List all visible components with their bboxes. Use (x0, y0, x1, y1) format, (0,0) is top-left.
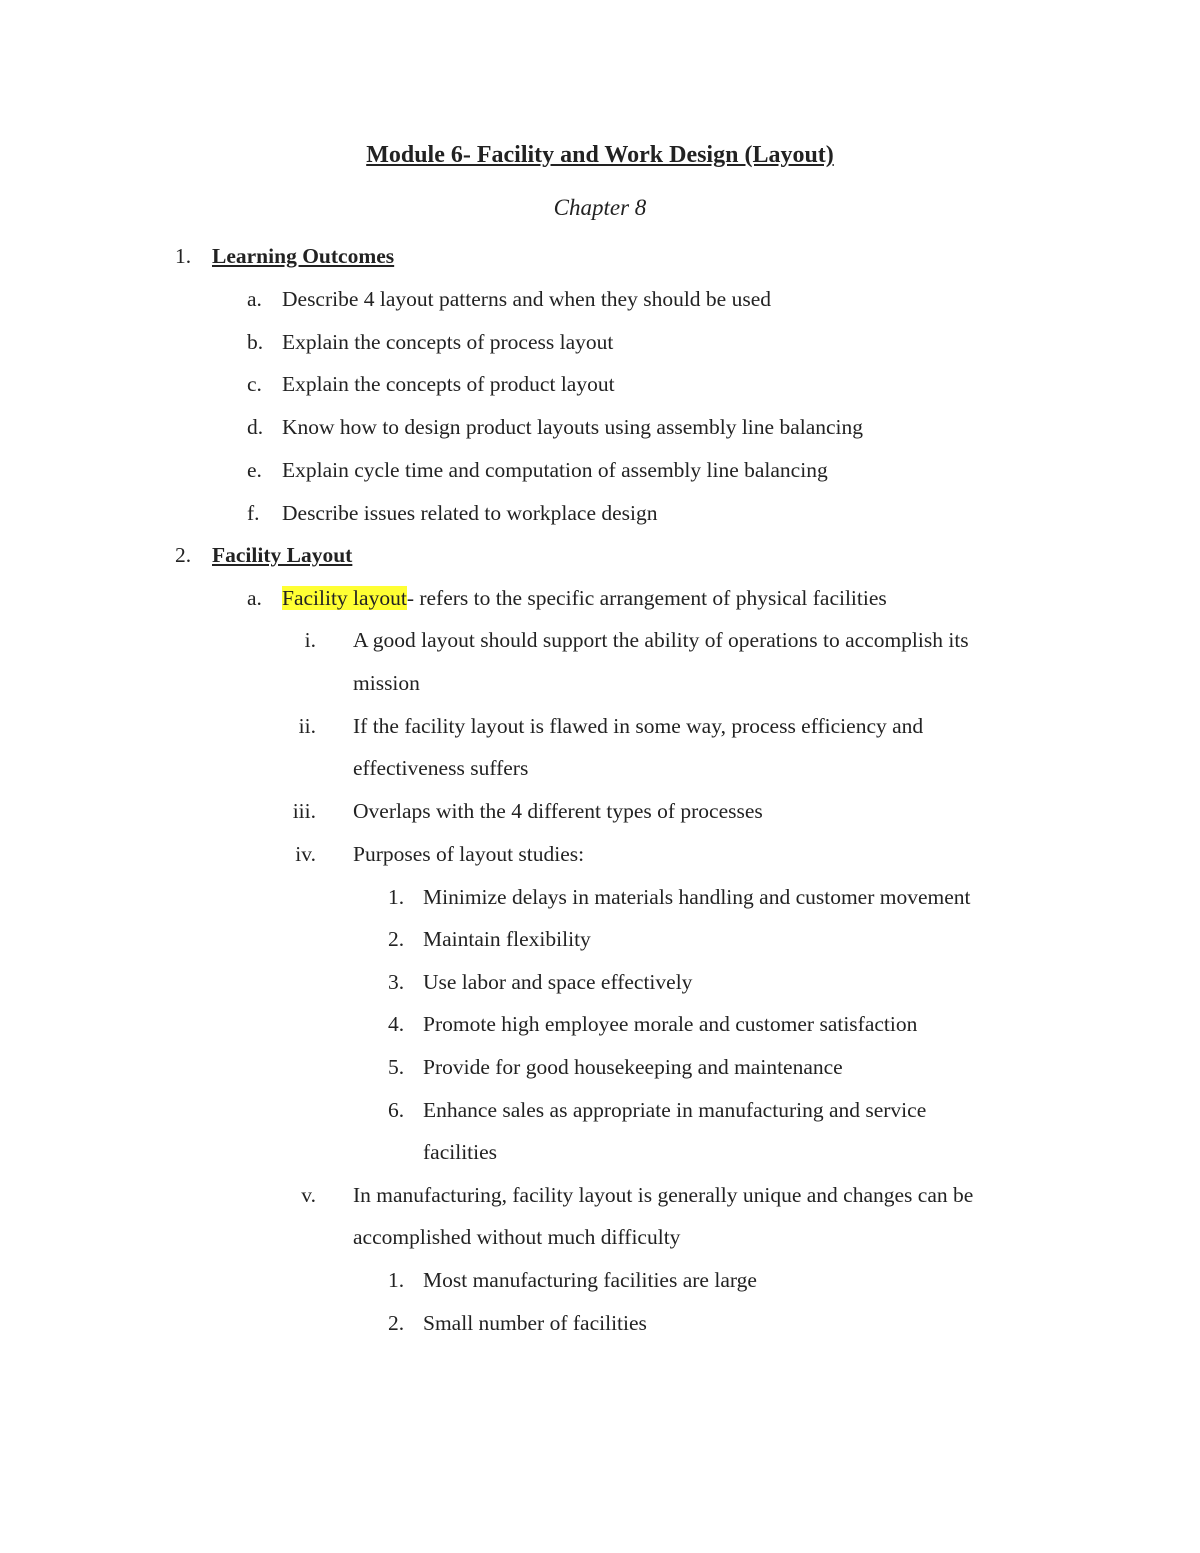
list-item (0, 839, 1200, 869)
list-text: Most manufacturing facilities are large (423, 1268, 757, 1292)
number-marker: 3. (388, 970, 405, 994)
list-text: accomplished without much difficulty (353, 1225, 681, 1249)
section-number: 2. (175, 543, 192, 567)
section-heading: Facility Layout (212, 543, 353, 567)
list-text: Maintain flexibility (423, 927, 591, 951)
list-text: Promote high employee morale and customer satisfaction (423, 1012, 918, 1036)
roman-marker: ii. (298, 714, 316, 738)
definition-body: - refers to the specific arrangement of physical facilities (406, 586, 887, 610)
definition-text (282, 583, 887, 613)
list-text: Use labor and space effectively (423, 970, 693, 994)
number-marker: 1. (388, 1268, 405, 1292)
list-item (0, 498, 1200, 528)
list-text: Provide for good housekeeping and maintenance (423, 1055, 843, 1079)
list-marker: b. (247, 330, 264, 354)
list-text: Describe issues related to workplace design (282, 501, 658, 525)
list-text: Purposes of layout studies: (353, 842, 585, 866)
list-text: facilities (423, 1140, 498, 1164)
list-item (0, 284, 1200, 314)
number-marker: 6. (388, 1098, 405, 1122)
list-text: Minimize delays in materials handling and customer movement (423, 885, 971, 909)
list-item (0, 625, 1200, 655)
list-item (0, 711, 1200, 741)
list-marker: f. (247, 501, 260, 525)
section-heading-row (0, 241, 1200, 271)
list-text: Know how to design product layouts using assembly line balancing (282, 415, 864, 439)
list-item (0, 583, 1200, 613)
list-text: Explain the concepts of process layout (282, 330, 614, 354)
list-item (0, 1265, 1200, 1295)
list-item (0, 1095, 1200, 1125)
list-text: In manufacturing, facility layout is generally unique and changes can be (353, 1183, 974, 1207)
roman-marker: iii. (292, 799, 316, 823)
list-item (0, 882, 1200, 912)
section-heading: Learning Outcomes (212, 244, 395, 268)
roman-marker: i. (304, 628, 316, 652)
number-marker: 2. (388, 1311, 405, 1335)
list-marker: a. (247, 586, 262, 610)
list-item (0, 1009, 1200, 1039)
list-marker: d. (247, 415, 264, 439)
list-marker: a. (247, 287, 262, 311)
roman-marker: v. (301, 1183, 316, 1207)
list-marker: c. (247, 372, 262, 396)
list-text: If the facility layout is flawed in some way, process efficiency and (353, 714, 924, 738)
highlighted-term: Facility layout (282, 586, 407, 610)
list-text-continuation (0, 668, 1200, 698)
list-item (0, 924, 1200, 954)
list-text: Enhance sales as appropriate in manufacturing and service (423, 1098, 927, 1122)
section-number: 1. (175, 244, 192, 268)
list-item (0, 369, 1200, 399)
list-text: Explain cycle time and computation of assembly line balancing (282, 458, 828, 482)
list-item (0, 327, 1200, 357)
list-item (0, 1180, 1200, 1210)
list-text-continuation (0, 753, 1200, 783)
list-text: Explain the concepts of product layout (282, 372, 615, 396)
section-heading-row (0, 540, 1200, 570)
list-text: Describe 4 layout patterns and when they should be used (282, 287, 771, 311)
list-text: Small number of facilities (423, 1311, 647, 1335)
list-item (0, 1308, 1200, 1338)
number-marker: 2. (388, 927, 405, 951)
list-item (0, 967, 1200, 997)
list-item (0, 1052, 1200, 1082)
list-marker: e. (247, 458, 262, 482)
list-text: Overlaps with the 4 different types of processes (353, 799, 763, 823)
list-item (0, 412, 1200, 442)
number-marker: 4. (388, 1012, 405, 1036)
roman-marker: iv. (295, 842, 316, 866)
list-text-continuation (0, 1137, 1200, 1167)
number-marker: 5. (388, 1055, 405, 1079)
list-text: effectiveness suffers (353, 756, 529, 780)
list-item (0, 796, 1200, 826)
list-text: A good layout should support the ability of operations to accomplish its (353, 628, 969, 652)
list-text: mission (353, 671, 420, 695)
list-text-continuation (0, 1222, 1200, 1252)
number-marker: 1. (388, 885, 405, 909)
document-subtitle: Chapter 8 (553, 195, 647, 220)
document-title: Module 6- Facility and Work Design (Layout) (366, 142, 834, 168)
list-item (0, 455, 1200, 485)
